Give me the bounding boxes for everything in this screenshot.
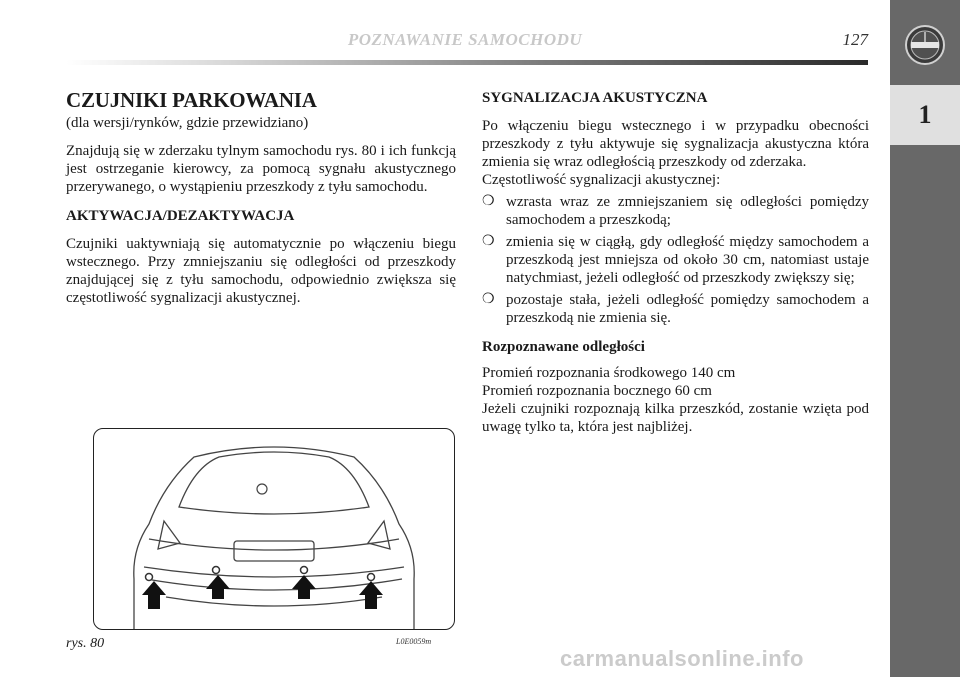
list-item <box>482 291 869 327</box>
intro-paragraph: Znajdują się w zderzaku tylnym samochodu rys. 80 i ich funkcją jest ostrzeganie kierowcy, za pomocą sygnału akustycznego przerywanego, o wystąpieniu przeszkody z tyłu samochodu. <box>66 143 456 195</box>
title-note: (dla wersji/rynków, gdzie przewidziano) <box>66 115 309 131</box>
list-item <box>482 193 869 229</box>
figure-caption: rys. 80 <box>66 636 105 651</box>
page-number: 127 <box>842 30 868 49</box>
frequency-label: Częstotliwość sygnalizacji akustycznej: <box>482 172 721 188</box>
list-item-text: wzrasta wraz ze zmniejszaniem się odległości pomiędzy samochodem a przeszkodą; <box>506 194 869 228</box>
list-item <box>482 233 869 287</box>
activation-heading: AKTYWACJA/DEZAKTYWACJA <box>66 208 295 224</box>
header-rule <box>66 60 868 65</box>
chapter-tab[interactable]: 1 <box>890 85 960 145</box>
car-rear-illustration <box>94 429 454 629</box>
sensor-arrow-icon <box>292 575 316 599</box>
list-item-text: zmienia się w ciągłą, gdy odległość między samochodem a przeszkodą jest mniejsza od około 30 cm, natomiast ustaje natychmiast, jeżeli odległość od przeszkody zwiększy się; <box>506 234 869 286</box>
acoustic-heading: SYGNALIZACJA AKUSTYCZNA <box>482 90 708 106</box>
watermark: carmanualsonline.info <box>560 646 804 671</box>
figure-frame <box>93 428 455 630</box>
circle-bullet-icon: ❍ <box>482 234 495 249</box>
closing-paragraph: Jeżeli czujniki rozpoznają kilka przeszkód, zostanie wzięta pod uwagę tylko ta, która jest najbliżej. <box>482 401 869 435</box>
list-item-text: pozostaje stała, jeżeli odległość pomiędzy samochodem a przeszkodą nie zmienia się. <box>506 292 869 326</box>
circle-bullet-icon: ❍ <box>482 292 495 307</box>
left-column <box>66 88 456 319</box>
lancia-logo-icon <box>904 24 946 66</box>
activation-paragraph: Czujniki uaktywniają się automatycznie po włączeniu biegu wstecznego. Przy zmniejszaniu się odległości od przeszkody znajdującej się z tyłu samochodu, odpowiednio zwiększa się częstotliwość sygnalizacji akustycznej. <box>66 236 456 306</box>
circle-bullet-icon: ❍ <box>482 194 495 209</box>
figure-code: L0E0059m <box>396 637 432 646</box>
acoustic-intro: Po włączeniu biegu wstecznego i w przypadku obecności przeszkody z tyłu aktywuje się sygnalizacja akustyczna która zmienia się wraz odległością przeszkody od zderzaka. <box>482 118 869 170</box>
side-range: Promień rozpoznania bocznego 60 cm <box>482 383 712 399</box>
section-title: POZNAWANIE SAMOCHODU <box>347 30 583 49</box>
sensor-arrow-icon <box>206 575 230 599</box>
central-range: Promień rozpoznania środkowego 140 cm <box>482 365 736 381</box>
right-column <box>482 90 869 448</box>
distances-heading: Rozpoznawane odległości <box>482 339 645 355</box>
page-title: CZUJNIKI PARKOWANIA <box>66 88 317 112</box>
sensor-arrow-icon <box>142 581 166 609</box>
frequency-list <box>482 193 869 327</box>
